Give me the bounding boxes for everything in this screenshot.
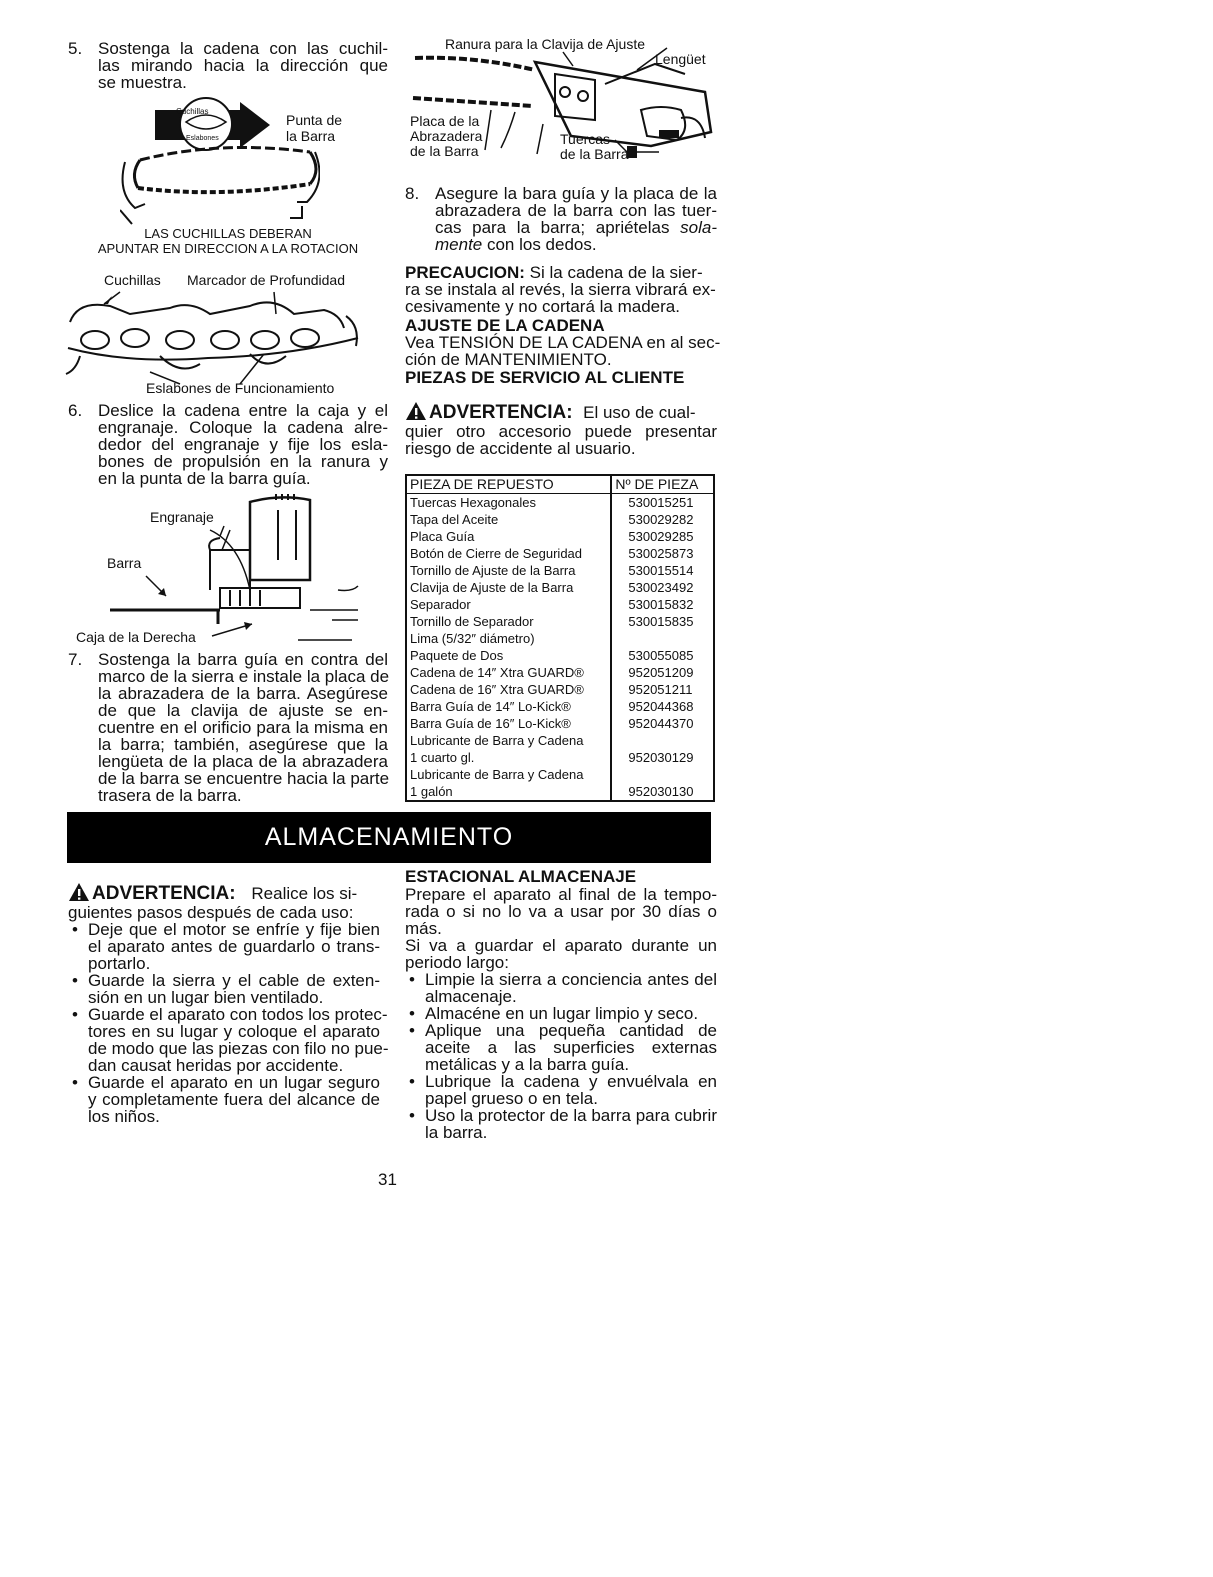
table-row <box>407 545 713 562</box>
label-line: de la Barra <box>410 143 479 159</box>
step-text: con los dedos. <box>482 235 597 254</box>
step-text-italic: mente <box>435 235 483 254</box>
seasonal-storage-text <box>405 886 717 1141</box>
label-marcador-de-profundidad: Marcador de Profundidad <box>187 272 345 288</box>
caption-line: APUNTAR EN DIRECCION A LA ROTACION <box>97 241 359 256</box>
label-punta-de-la-barra <box>286 112 342 144</box>
step-number: 8. <box>405 184 420 203</box>
table-row <box>407 749 713 766</box>
bullet-mark: • <box>72 920 78 939</box>
warning-after-use <box>68 882 389 1126</box>
step-text-line: la barra; también, asegúrese que la <box>98 735 388 754</box>
bullet-item <box>405 971 717 1005</box>
tiny-label-eslabones: Eslabones <box>186 135 219 142</box>
step-text-line: en la punta de la barra guía. <box>98 469 311 488</box>
label-ranura: Ranura para la Clavija de Ajuste <box>445 36 646 52</box>
cell-part-name: Tornillo de Separador <box>407 613 611 630</box>
seasonal-line: periodo largo: <box>405 953 509 972</box>
cell-part-number: 530029282 <box>628 512 694 527</box>
section-banner-almacenamiento: ALMACENAMIENTO <box>67 812 711 863</box>
label-line: Placa de la <box>410 113 480 129</box>
step-text: cas para la barra; apriételas <box>435 218 670 237</box>
bullet-mark: • <box>409 1072 415 1091</box>
label-caja-de-la-derecha: Caja de la Derecha <box>76 629 196 645</box>
table-row <box>407 647 713 664</box>
step-number: 5. <box>68 39 83 58</box>
warning-text: Realice los si- <box>251 884 358 903</box>
cell-part-name: Barra Guía de 16″ Lo-Kick® <box>407 715 611 732</box>
bullet-item <box>405 1005 717 1022</box>
seasonal-line: más. <box>405 919 442 938</box>
step-text-line: cuentre en el orificio para la misma en <box>98 718 388 737</box>
cell-part-name: Lubricante de Barra y Cadena <box>407 732 611 749</box>
bullet-mark: • <box>409 1021 415 1040</box>
cell-part-number <box>611 630 713 647</box>
bullet-line: portarlo. <box>88 954 151 973</box>
warning-triangle-icon <box>405 401 427 421</box>
label-engranaje: Engranaje <box>150 509 214 525</box>
cell-part-number: 530025873 <box>628 546 694 561</box>
label-tuercas-de-la-barra <box>560 132 628 162</box>
bullet-line: Aplique una pequeña cantidad de <box>425 1021 717 1040</box>
label-line: Tuercas <box>560 131 611 147</box>
bullet-item <box>68 921 380 972</box>
step-text-line: se muestra. <box>98 73 187 92</box>
table-row <box>407 579 713 596</box>
caution-line: ra se instala al revés, la sierra vibrará ex- <box>405 280 716 299</box>
cell-part-number: 530015251 <box>628 495 694 510</box>
bullet-line: el aparato antes de guardarlo o trans- <box>88 937 380 956</box>
step-text-line: la abrazadera de la barra. Asegúrese <box>98 684 388 703</box>
bullet-line: Lubrique la cadena y envuélvala en <box>425 1072 717 1091</box>
label-placa-de-la-abrazadera <box>410 114 482 159</box>
ajuste-paragraph <box>405 333 721 369</box>
step-text-line: trasera de la barra. <box>98 786 242 805</box>
label-line: la Barra <box>286 128 336 144</box>
bullet-mark: • <box>409 1106 415 1125</box>
table-row <box>407 613 713 630</box>
bullet-item <box>405 1073 717 1107</box>
bullet-line: Uso la protector de la barra para cubrir <box>425 1106 717 1125</box>
bullet-mark: • <box>72 971 78 990</box>
label-line: Abrazadera <box>410 128 483 144</box>
bullet-line: Guarde el aparato con todos los protec- <box>88 1005 388 1024</box>
caution-line <box>405 264 717 281</box>
bullet-line: almacenaje. <box>425 987 517 1006</box>
parts-table <box>407 476 713 800</box>
bullet-line: los niños. <box>88 1107 160 1126</box>
bullet-line: Guarde el aparato en un lugar seguro <box>88 1073 380 1092</box>
cell-part-number: 952030129 <box>628 750 694 765</box>
table-row <box>407 630 713 647</box>
warning-label: ADVERTENCIA: <box>429 402 573 423</box>
table-row <box>407 698 713 715</box>
cell-part-number: 952044370 <box>628 716 694 731</box>
cell-part-name: Tapa del Aceite <box>407 511 611 528</box>
cell-part-number: 952051211 <box>628 682 693 697</box>
bullet-line: tores en su lugar y coloque el aparato <box>88 1022 380 1041</box>
warning-line: guientes pasos después de cada uso: <box>68 903 354 922</box>
cell-part-name: 1 galón <box>407 783 611 800</box>
table-row <box>407 562 713 579</box>
table-row <box>407 783 713 800</box>
table-row <box>407 511 713 528</box>
cell-part-name: Cadena de 16″ Xtra GUARD® <box>407 681 611 698</box>
caution-label: PRECAUCION: <box>405 263 525 282</box>
step-text-line: las mirando hacia la dirección que <box>98 56 388 75</box>
heading-piezas-de-servicio: PIEZAS DE SERVICIO AL CLIENTE <box>405 368 685 387</box>
warning-line <box>405 401 717 423</box>
step-text-line <box>435 219 717 236</box>
warning-line: quier otro accesorio puede presentar <box>405 422 717 441</box>
parts-table-body <box>407 494 713 801</box>
page-number: 31 <box>378 1170 397 1189</box>
cell-part-name: Lima (5/32″ diámetro) <box>407 630 611 647</box>
bullet-item <box>68 1005 389 1075</box>
table-row <box>407 664 713 681</box>
seasonal-line: Si va a guardar el aparato durante un <box>405 936 717 955</box>
caution-line: cesivamente y no cortará la madera. <box>405 297 680 316</box>
step-text-italic: sola- <box>680 218 717 237</box>
bullet-line: aceite a las superficies externas <box>425 1038 717 1057</box>
cell-part-number: 952030130 <box>628 784 694 799</box>
bullet-line: metálicas y a la barra guía. <box>425 1055 630 1074</box>
warning-line: riesgo de accidente al usuario. <box>405 439 636 458</box>
bullet-line: Guarde la sierra y el cable de exten- <box>88 971 380 990</box>
cell-part-number: 530015835 <box>628 614 694 629</box>
step-text-line: de la barra se encuentre hacia la parte <box>98 769 390 788</box>
after-use-bullet-list <box>68 920 389 1126</box>
step-text-line <box>435 236 717 253</box>
table-header-row <box>407 476 713 494</box>
caption-line: LAS CUCHILLAS DEBERAN <box>144 226 312 241</box>
cell-part-name: Lubricante de Barra y Cadena <box>407 766 611 783</box>
step-text-line: Sostenga la barra guía en contra del <box>98 650 388 669</box>
bullet-line: sión en un lugar bien ventilado. <box>88 988 324 1007</box>
cell-part-number: 530029285 <box>628 529 694 544</box>
bullet-mark: • <box>409 970 415 989</box>
table-row <box>407 732 713 749</box>
cell-part-name: Separador <box>407 596 611 613</box>
bullet-line: de modo que las piezas con filo no pue- <box>88 1039 389 1058</box>
table-row <box>407 494 713 512</box>
caution-text: Si la cadena de la sier- <box>524 263 703 282</box>
step-text-line: de que la clavija de ajuste se en- <box>98 701 388 720</box>
figure-caption <box>68 226 388 256</box>
bullet-mark: • <box>72 1005 78 1024</box>
cell-part-name: Placa Guía <box>407 528 611 545</box>
bullet-line: y completamente fuera del alcance de <box>88 1090 380 1109</box>
step-text-line: abrazadera de la barra con las tuer- <box>435 201 717 220</box>
warning-line <box>68 882 380 904</box>
bullet-line: dan causat heridas por accidente. <box>88 1056 344 1075</box>
cell-part-number <box>611 732 713 749</box>
cell-part-name: 1 cuarto gl. <box>407 749 611 766</box>
heading-estacional-almacenaje: ESTACIONAL ALMACENAJE <box>405 867 637 886</box>
bullet-item <box>68 972 380 1006</box>
step-text-line: Sostenga la cadena con las cuchil- <box>98 39 388 58</box>
tiny-label-cuchillas: Cuchillas <box>176 107 209 116</box>
warning-label: ADVERTENCIA: <box>92 883 236 904</box>
step-text-line: dedor del engranaje y fije los esla- <box>98 435 388 454</box>
table-row <box>407 766 713 783</box>
cell-part-number: 530015832 <box>628 597 694 612</box>
bullet-line: Deje que el motor se enfríe y fije bien <box>88 920 380 939</box>
cell-part-number <box>611 766 713 783</box>
label-barra: Barra <box>107 555 142 571</box>
heading-ajuste-de-la-cadena: AJUSTE DE LA CADENA <box>405 316 605 335</box>
cell-part-number: 530015514 <box>628 563 694 578</box>
bullet-line: papel grueso o en tela. <box>425 1089 598 1108</box>
table-row <box>407 528 713 545</box>
seasonal-bullet-list <box>405 971 717 1141</box>
cell-part-name: Barra Guía de 14″ Lo-Kick® <box>407 698 611 715</box>
label-eslabones-de-funcionamiento: Eslabones de Funcionamiento <box>146 380 335 396</box>
chain-parts-illustration <box>60 288 370 388</box>
bullet-item <box>405 1107 717 1141</box>
warning-text: El uso de cual- <box>583 403 696 422</box>
cell-part-name: Paquete de Dos <box>407 647 611 664</box>
cell-part-name: Tornillo de Ajuste de la Barra <box>407 562 611 579</box>
step-text-line: bones de propulsión en la ranura y <box>98 452 388 471</box>
label-lenguet: Lengüet <box>655 51 706 67</box>
ajuste-line: ción de MANTENIMIENTO. <box>405 350 612 369</box>
caution-paragraph <box>405 264 717 315</box>
step-number: 7. <box>68 650 83 669</box>
bullet-line: Limpie la sierra a conciencia antes del <box>425 970 717 989</box>
bullet-item <box>405 1022 717 1073</box>
parts-table-frame <box>405 474 715 802</box>
bullet-mark: • <box>72 1073 78 1092</box>
bullet-line: Almacéne en un lugar limpio y seco. <box>425 1004 699 1023</box>
label-line: Punta de <box>286 112 343 128</box>
cell-part-number: 952044368 <box>628 699 694 714</box>
cell-part-name: Tuercas Hexagonales <box>407 494 611 512</box>
step-text-line: marco de la sierra e instale la placa de <box>98 667 390 686</box>
step-text-line: lengüeta de la placa de la abrazadera <box>98 752 388 771</box>
step-text-line: Deslice la cadena entre la caja y el <box>98 401 388 420</box>
bullet-item <box>68 1074 380 1125</box>
column-header-pieza: PIEZA DE REPUESTO <box>407 476 611 494</box>
bullet-line: la barra. <box>425 1123 488 1142</box>
table-row <box>407 681 713 698</box>
column-header-numero: Nº DE PIEZA <box>611 476 713 494</box>
warning-accessories <box>405 401 717 457</box>
label-cuchillas: Cuchillas <box>104 272 161 288</box>
warning-triangle-icon <box>68 882 90 902</box>
seasonal-line: rada o si no lo va a usar por 30 días o <box>405 902 717 921</box>
cell-part-name: Cadena de 14″ Xtra GUARD® <box>407 664 611 681</box>
cell-part-number: 530055085 <box>628 648 694 663</box>
cell-part-name: Clavija de Ajuste de la Barra <box>407 579 611 596</box>
table-row <box>407 596 713 613</box>
ajuste-line: Vea TENSIÓN DE LA CADENA en al sec- <box>405 333 721 352</box>
label-line: de la Barra <box>560 146 629 162</box>
seasonal-line: Prepare el aparato al final de la tempo- <box>405 885 717 904</box>
cell-part-number: 530023492 <box>628 580 694 595</box>
cell-part-number: 952051209 <box>628 665 694 680</box>
table-row <box>407 715 713 732</box>
bullet-mark: • <box>409 1004 415 1023</box>
step-number: 6. <box>68 401 83 420</box>
step-text-line: Asegure la bara guía y la placa de la <box>435 184 717 203</box>
cell-part-name: Botón de Cierre de Seguridad <box>407 545 611 562</box>
step-text-line: engranaje. Coloque la cadena alre- <box>98 418 388 437</box>
